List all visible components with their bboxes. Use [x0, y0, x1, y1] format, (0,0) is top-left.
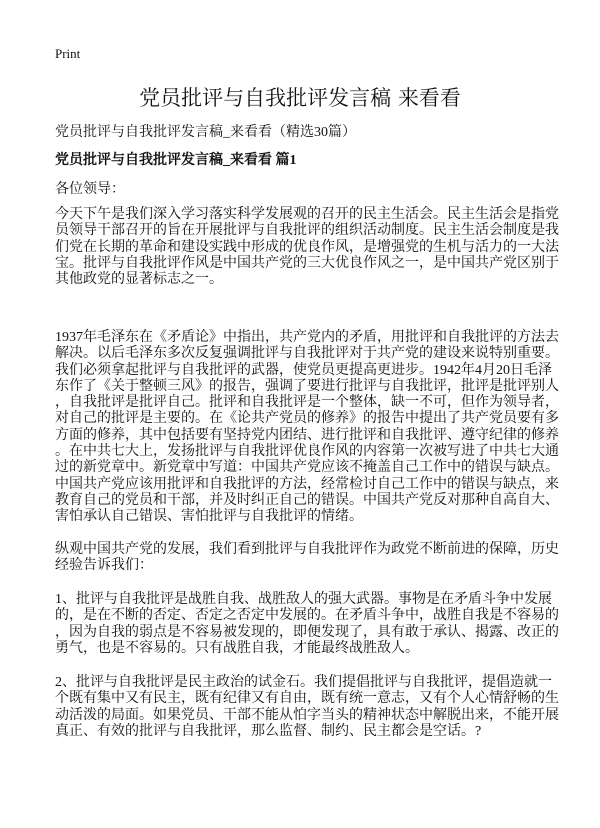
paragraph-line: 经验告诉我们：: [55, 558, 153, 574]
paragraph-line: 今天下午是我们深入学习落实科学发展观的召开的民主生活会。民主生活会是指党: [55, 207, 559, 222]
document-title: 党员批评与自我批评发言稿 来看看: [139, 86, 461, 110]
paragraph-line: 们党在长期的革命和建设实践中形成的优良作风，是增强党的生机与活力的一大法: [55, 239, 559, 255]
paragraph-line: ，因为自我的弱点是不容易被发现的，即便发现了，具有敢于承认、揭露、改正的: [55, 624, 559, 640]
paragraph-line: 我们必须拿起批评与自我批评的武器，使党员更提高更进步。1942年4月20日毛泽: [55, 362, 552, 378]
paragraph-line: 解决。以后毛泽东多次反复强调批评与自我批评对于共产党的建设来说特别重要。: [55, 346, 559, 362]
paragraph-line: 。在中共七大上，发扬批评与自我批评优良作风的内容第一次被写进了中共七大通: [55, 444, 559, 460]
greeting: 各位领导：: [55, 182, 125, 197]
paragraph-5: [55, 675, 559, 740]
print-label[interactable]: Print: [55, 46, 81, 61]
paragraph-line: 真正、有效的批评与自我批评，那么监督、制约、民主都会是空话。?: [55, 723, 482, 739]
paragraph-line: 中国共产党应该用批评和自我批评的方法，经常检讨自己工作中的错误与缺点，来: [55, 476, 559, 492]
paragraph-line: 东作了《关于整顿三风》的报告，强调了要进行批评与自我批评，批评是批评别人: [55, 378, 559, 394]
paragraph-line: 勇气，也是不容易的。只有战胜自我，才能最终战胜敌人。: [55, 640, 419, 656]
paragraph-line: 个既有集中又有民主，既有纪律又有自由，既有统一意志，又有个人心情舒畅的生: [55, 691, 559, 707]
paragraph-line: 其他政党的显著标志之一。: [55, 272, 223, 288]
paragraph-4: [55, 592, 559, 657]
paragraph-line: 纵观中国共产党的发展，我们看到批评与自我批评作为政党不断前进的保障，历史: [55, 542, 559, 557]
paragraph-line: 方面的修养，其中包括要有坚持党内团结、进行批评和自我批评、遵守纪律的修养: [55, 427, 559, 443]
paragraph-line: 的，是在不断的否定、否定之否定中发展的。在矛盾斗争中，战胜自我是不容易的: [55, 608, 559, 624]
paragraph-line: 1937年毛泽东在《矛盾论》中指出，共产党内的矛盾，用批评和自我批评的方法去: [55, 330, 559, 345]
paragraph-3: [55, 542, 559, 575]
document-subtitle: 党员批评与自我批评发言稿_来看看（精选30篇）: [55, 125, 356, 140]
paragraph-line: 对自己的批评是主要的。在《论共产党员的修养》的报告中提出了共产党员要有多: [55, 411, 559, 427]
paragraph-line: ，自我批评是批评自己。批评和自我批评是一个整体，缺一不可，但作为领导者，: [55, 395, 559, 411]
paragraph-line: 害怕承认自己错误、害怕批评与自我批评的情绪。: [55, 509, 363, 525]
section-heading: 党员批评与自我批评发言稿_来看看 篇1: [55, 153, 297, 168]
paragraph-line: 2、批评与自我批评是民主政治的试金石。我们提倡批评与自我批评，提倡造就一: [55, 675, 552, 690]
paragraph-line: 宝。批评与自我批评作风是中国共产党的三大优良作风之一，是中国共产党区别于: [55, 255, 559, 271]
paragraph-line: 教育自己的党员和干部，并及时纠正自己的错误。中国共产党反对那种自高自大、: [55, 492, 559, 508]
paragraph-1: [55, 207, 559, 288]
paragraph-line: 过的新党章中。新党章中写道：中国共产党应该不掩盖自己工作中的错误与缺点。: [55, 460, 559, 476]
paragraph-line: 1、批评与自我批评是战胜自我、战胜敌人的强大武器。事物是在矛盾斗争中发展: [55, 592, 552, 607]
paragraph-line: 动活泼的局面。如果党员、干部不能从怕字当头的精神状态中解脱出来，不能开展: [55, 707, 559, 723]
paragraph-line: 员领导干部召开的旨在开展批评与自我批评的组织活动制度。民主生活会制度是我: [55, 223, 559, 239]
paragraph-2: [55, 330, 559, 526]
